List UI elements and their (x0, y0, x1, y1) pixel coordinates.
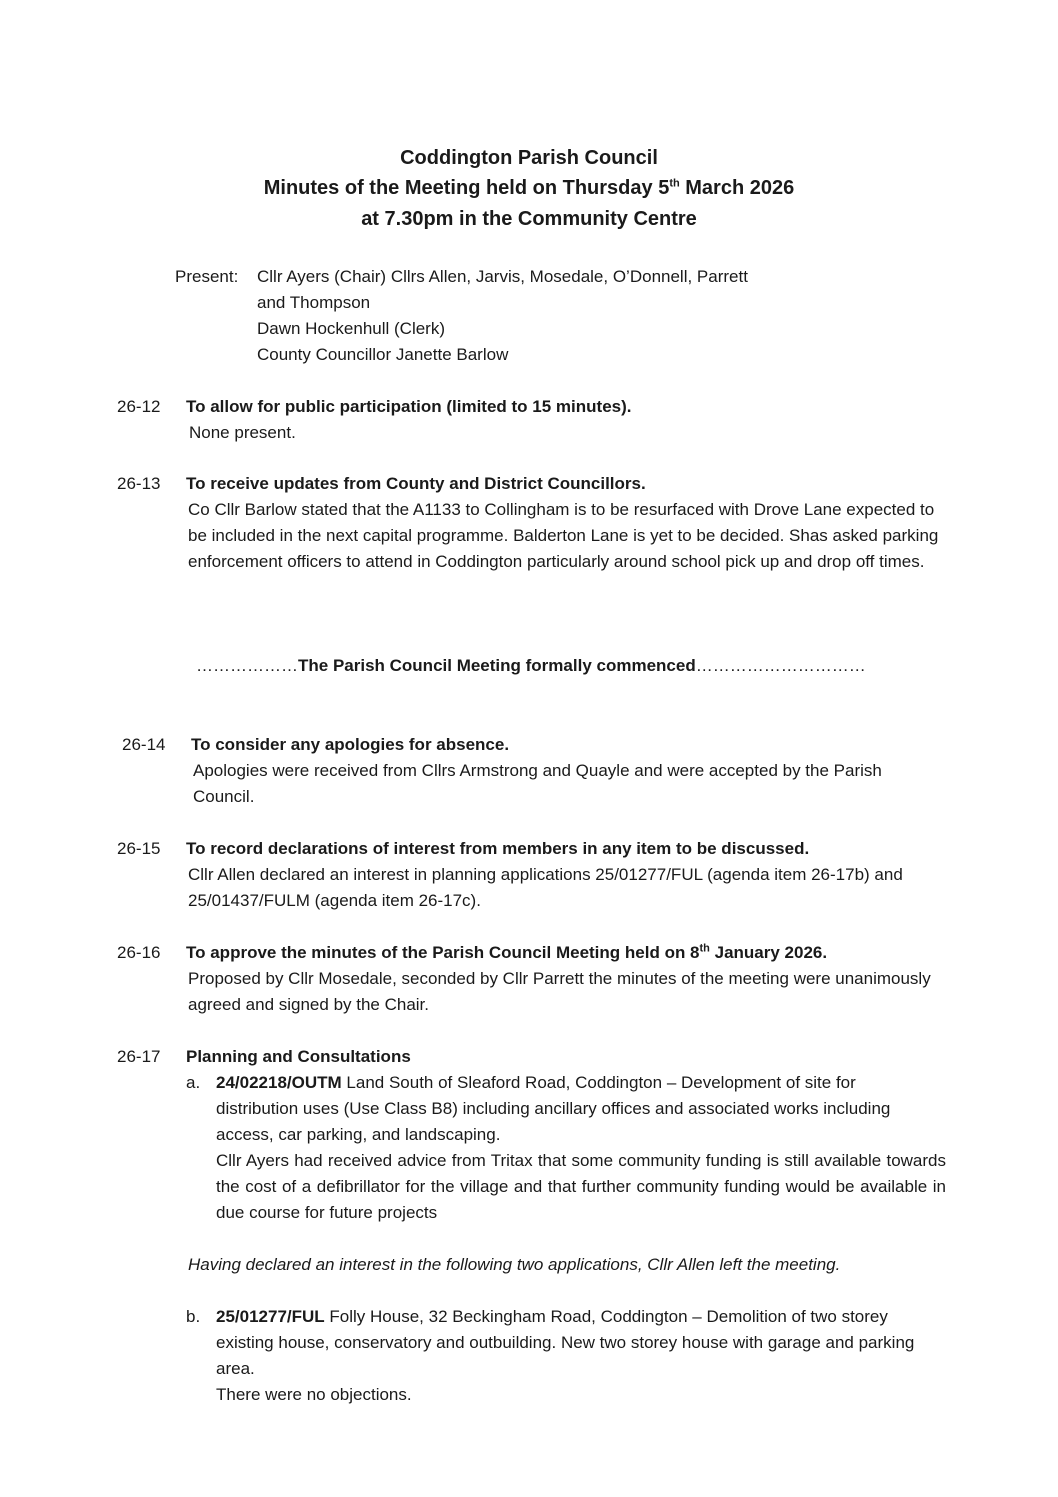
planning-application (216, 1070, 928, 1148)
present-label: Present: (175, 267, 239, 286)
present-line: and Thompson (257, 293, 371, 312)
item-number: 26-13 (117, 474, 161, 493)
meeting-commenced-line (196, 653, 866, 679)
planning-application (216, 1304, 921, 1382)
item-heading (186, 940, 827, 966)
item-number: 26-14 (122, 735, 166, 754)
item-heading-main: To approve the minutes of the Parish Council Meeting held on 8 (186, 943, 700, 962)
present-line: Cllr Ayers (Chair) Cllrs Allen, Jarvis, Mosedale, O’Donnell, Parrett (257, 267, 748, 286)
dotted-leader: ………………………… (695, 656, 866, 675)
interest-declared-note: Having declared an interest in the following two applications, Cllr Allen left the meeting. (188, 1255, 841, 1274)
application-note: Cllr Ayers had received advice from Tritax that some community funding is still available towards the cost of a defibrillator for the village and that further community funding would be available in due course for future projects (216, 1151, 946, 1222)
meeting-title (0, 173, 1058, 203)
item-heading: To record declarations of interest from members in any item to be discussed. (186, 839, 810, 858)
item-number: 26-17 (117, 1047, 161, 1066)
present-line: Dawn Hockenhull (Clerk) (257, 319, 446, 338)
item-heading: To consider any apologies for absence. (191, 735, 510, 754)
council-name: Coddington Parish Council (400, 147, 658, 169)
item-body: Co Cllr Barlow stated that the A1133 to Collingham is to be resurfaced with Drove Lane expected to be included in the next capital programme. Balderton Lane is yet to be decided. Shas asked parking enforcement officers to attend in Coddington particularly around school pick up and drop off times. (188, 500, 939, 571)
list-letter: a. (186, 1073, 201, 1092)
application-description: Land South of Sleaford Road, Coddington – Development of site for distribution uses (Use Class B8) including ancillary offices and associated works including access, car parking, and landscaping. (216, 1073, 891, 1144)
application-reference: 24/02218/OUTM (216, 1073, 342, 1092)
meeting-commenced-text: The Parish Council Meeting formally commenced (298, 656, 696, 675)
meeting-date-suffix: th (669, 177, 680, 190)
item-heading: To receive updates from County and District Councillors. (186, 474, 646, 493)
application-description: Folly House, 32 Beckingham Road, Coddington – Demolition of two storey existing house, conservatory and outbuilding. New two storey house with garage and parking area. (216, 1307, 915, 1378)
date-suffix: th (699, 942, 710, 955)
meeting-venue: at 7.30pm in the Community Centre (361, 208, 697, 230)
item-heading: Planning and Consultations (186, 1047, 411, 1066)
list-letter: b. (186, 1307, 201, 1326)
application-reference: 25/01277/FUL (216, 1307, 325, 1326)
item-body: Apologies were received from Cllrs Armstrong and Quayle and were accepted by the Parish Council. (193, 761, 882, 806)
application-note: There were no objections. (216, 1385, 412, 1404)
item-number: 26-12 (117, 397, 161, 416)
item-heading: To allow for public participation (limited to 15 minutes). (186, 397, 632, 416)
meeting-title-end: March 2026 (679, 177, 795, 199)
item-heading-end: January 2026. (709, 943, 828, 962)
item-number: 26-16 (117, 943, 161, 962)
item-number: 26-15 (117, 839, 161, 858)
item-body: Proposed by Cllr Mosedale, seconded by Cllr Parrett the minutes of the meeting were unanimously agreed and signed by the Chair. (188, 969, 931, 1014)
item-body: Cllr Allen declared an interest in planning applications 25/01277/FUL (agenda item 26-17b) and 25/01437/FULM (agenda item 26-17c). (188, 865, 903, 910)
meeting-title-main: Minutes of the Meeting held on Thursday 5 (263, 177, 670, 199)
item-body: None present. (189, 423, 296, 442)
dotted-leader: ……………… (196, 656, 298, 675)
present-line: County Councillor Janette Barlow (257, 345, 509, 364)
